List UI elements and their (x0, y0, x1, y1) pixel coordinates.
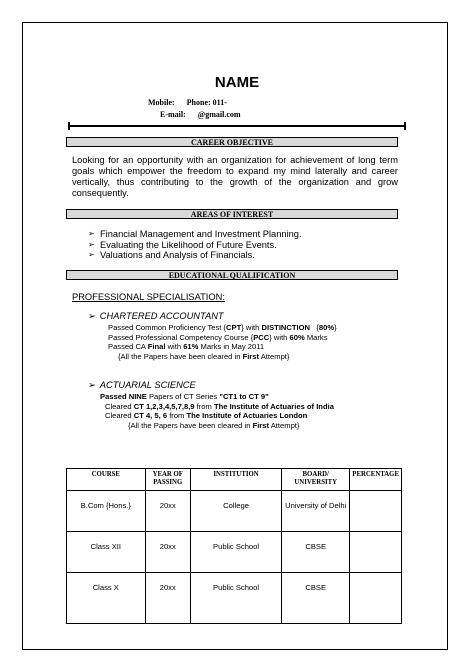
professional-specialisation-heading: PROFESSIONAL SPECIALISATION: (72, 292, 225, 302)
interests-list (88, 229, 302, 261)
interest-text: Financial Management and Investment Planning. (100, 229, 302, 239)
ca-pcc-line: Passed Professional Competency Course {PCC} with 60% Marks (108, 333, 328, 342)
rule-cap-left (68, 122, 70, 130)
contact-phone-line (148, 98, 227, 107)
cell-institution: College (190, 491, 281, 532)
cell-year: 20xx (145, 532, 190, 573)
section-heading-career-objective: CAREER OBJECTIVE (66, 137, 398, 147)
rule-cap-right (404, 122, 406, 130)
interest-text: Valuations and Analysis of Financials. (100, 250, 255, 260)
cell-board: CBSE (282, 532, 350, 573)
column-header-percentage: PERCENTAGE (350, 469, 402, 491)
cell-institution: Public School (190, 573, 281, 624)
arrow-bullet-icon: ➢ (88, 311, 96, 321)
mobile-label: Mobile: (148, 98, 175, 107)
as-nine-papers-line: Passed NINE Papers of CT Series "CT1 to CT 9" (100, 392, 269, 401)
cell-year: 20xx (145, 491, 190, 532)
phone-value: 011- (212, 98, 227, 107)
cell-year: 20xx (145, 573, 190, 624)
email-label: E-mail: (160, 110, 186, 119)
section-heading-educational-qualification: EDUCATIONAL QUALIFICATION (66, 270, 398, 280)
table-row (67, 491, 402, 532)
column-header-board: BOARD/ UNIVERSITY (282, 469, 350, 491)
list-item (88, 240, 302, 251)
column-header-course: COURSE (67, 469, 146, 491)
chartered-accountant-heading (88, 311, 224, 322)
arrow-bullet-icon: ➢ (88, 250, 95, 259)
interest-text: Evaluating the Likelihood of Future Events. (100, 239, 277, 250)
contact-email-line (160, 110, 241, 119)
ca-final-line: Passed CA Final with 61% Marks in May 2011 (108, 342, 265, 351)
objective-text: Looking for an opportunity with an organization for achievement of long term goals which empower the freedom to expand my mind laterally and career vertically, thus contributing to the growth of the organization and grow consequently. (72, 155, 398, 198)
arrow-bullet-icon: ➢ (88, 380, 96, 390)
cell-percentage (350, 573, 402, 624)
cell-board: CBSE (282, 573, 350, 624)
header-rule (70, 125, 404, 127)
as-london-line: Cleared CT 4, 5, 6 from The Institute of Actuaries London (105, 411, 308, 420)
ca-attempt-line: {All the Papers have been cleared in First Attempt} (118, 352, 290, 361)
section-heading-areas-of-interest: AREAS OF INTEREST (66, 209, 398, 219)
arrow-bullet-icon: ➢ (88, 229, 95, 238)
as-india-line: Cleared CT 1,2,3,4,5,7,8,9 from The Institute of Actuaries of India (105, 402, 334, 411)
phone-label: Phone: (186, 98, 211, 107)
as-attempt-line: {All the Papers have been cleared in First Attempt} (128, 421, 300, 430)
resume-name: NAME (214, 74, 260, 91)
table-row (67, 532, 402, 573)
actuarial-science-title: ACTUARIAL SCIENCE (99, 380, 196, 390)
education-table (66, 468, 402, 624)
cell-institution: Public School (190, 532, 281, 573)
cell-course: B.Com {Hons.} (67, 491, 146, 532)
cell-course: Class XII (67, 532, 146, 573)
cell-board: University of Delhi (282, 491, 350, 532)
cell-percentage (350, 532, 402, 573)
ca-cpt-line: Passed Common Proficiency Test {CPT} with DISTINCTION {80%} (108, 323, 337, 332)
column-header-year: YEAR OF PASSING (145, 469, 190, 491)
email-value: @gmail.com (197, 110, 241, 119)
cell-course: Class X (67, 573, 146, 624)
list-item (88, 250, 302, 261)
actuarial-science-heading (88, 380, 196, 391)
chartered-accountant-title: CHARTERED ACCOUNTANT (99, 311, 224, 321)
table-row (67, 573, 402, 624)
arrow-bullet-icon: ➢ (88, 239, 95, 249)
list-item (88, 229, 302, 240)
cell-percentage (350, 491, 402, 532)
table-header-row (67, 469, 402, 491)
column-header-institution: INSTITUTION (190, 469, 281, 491)
